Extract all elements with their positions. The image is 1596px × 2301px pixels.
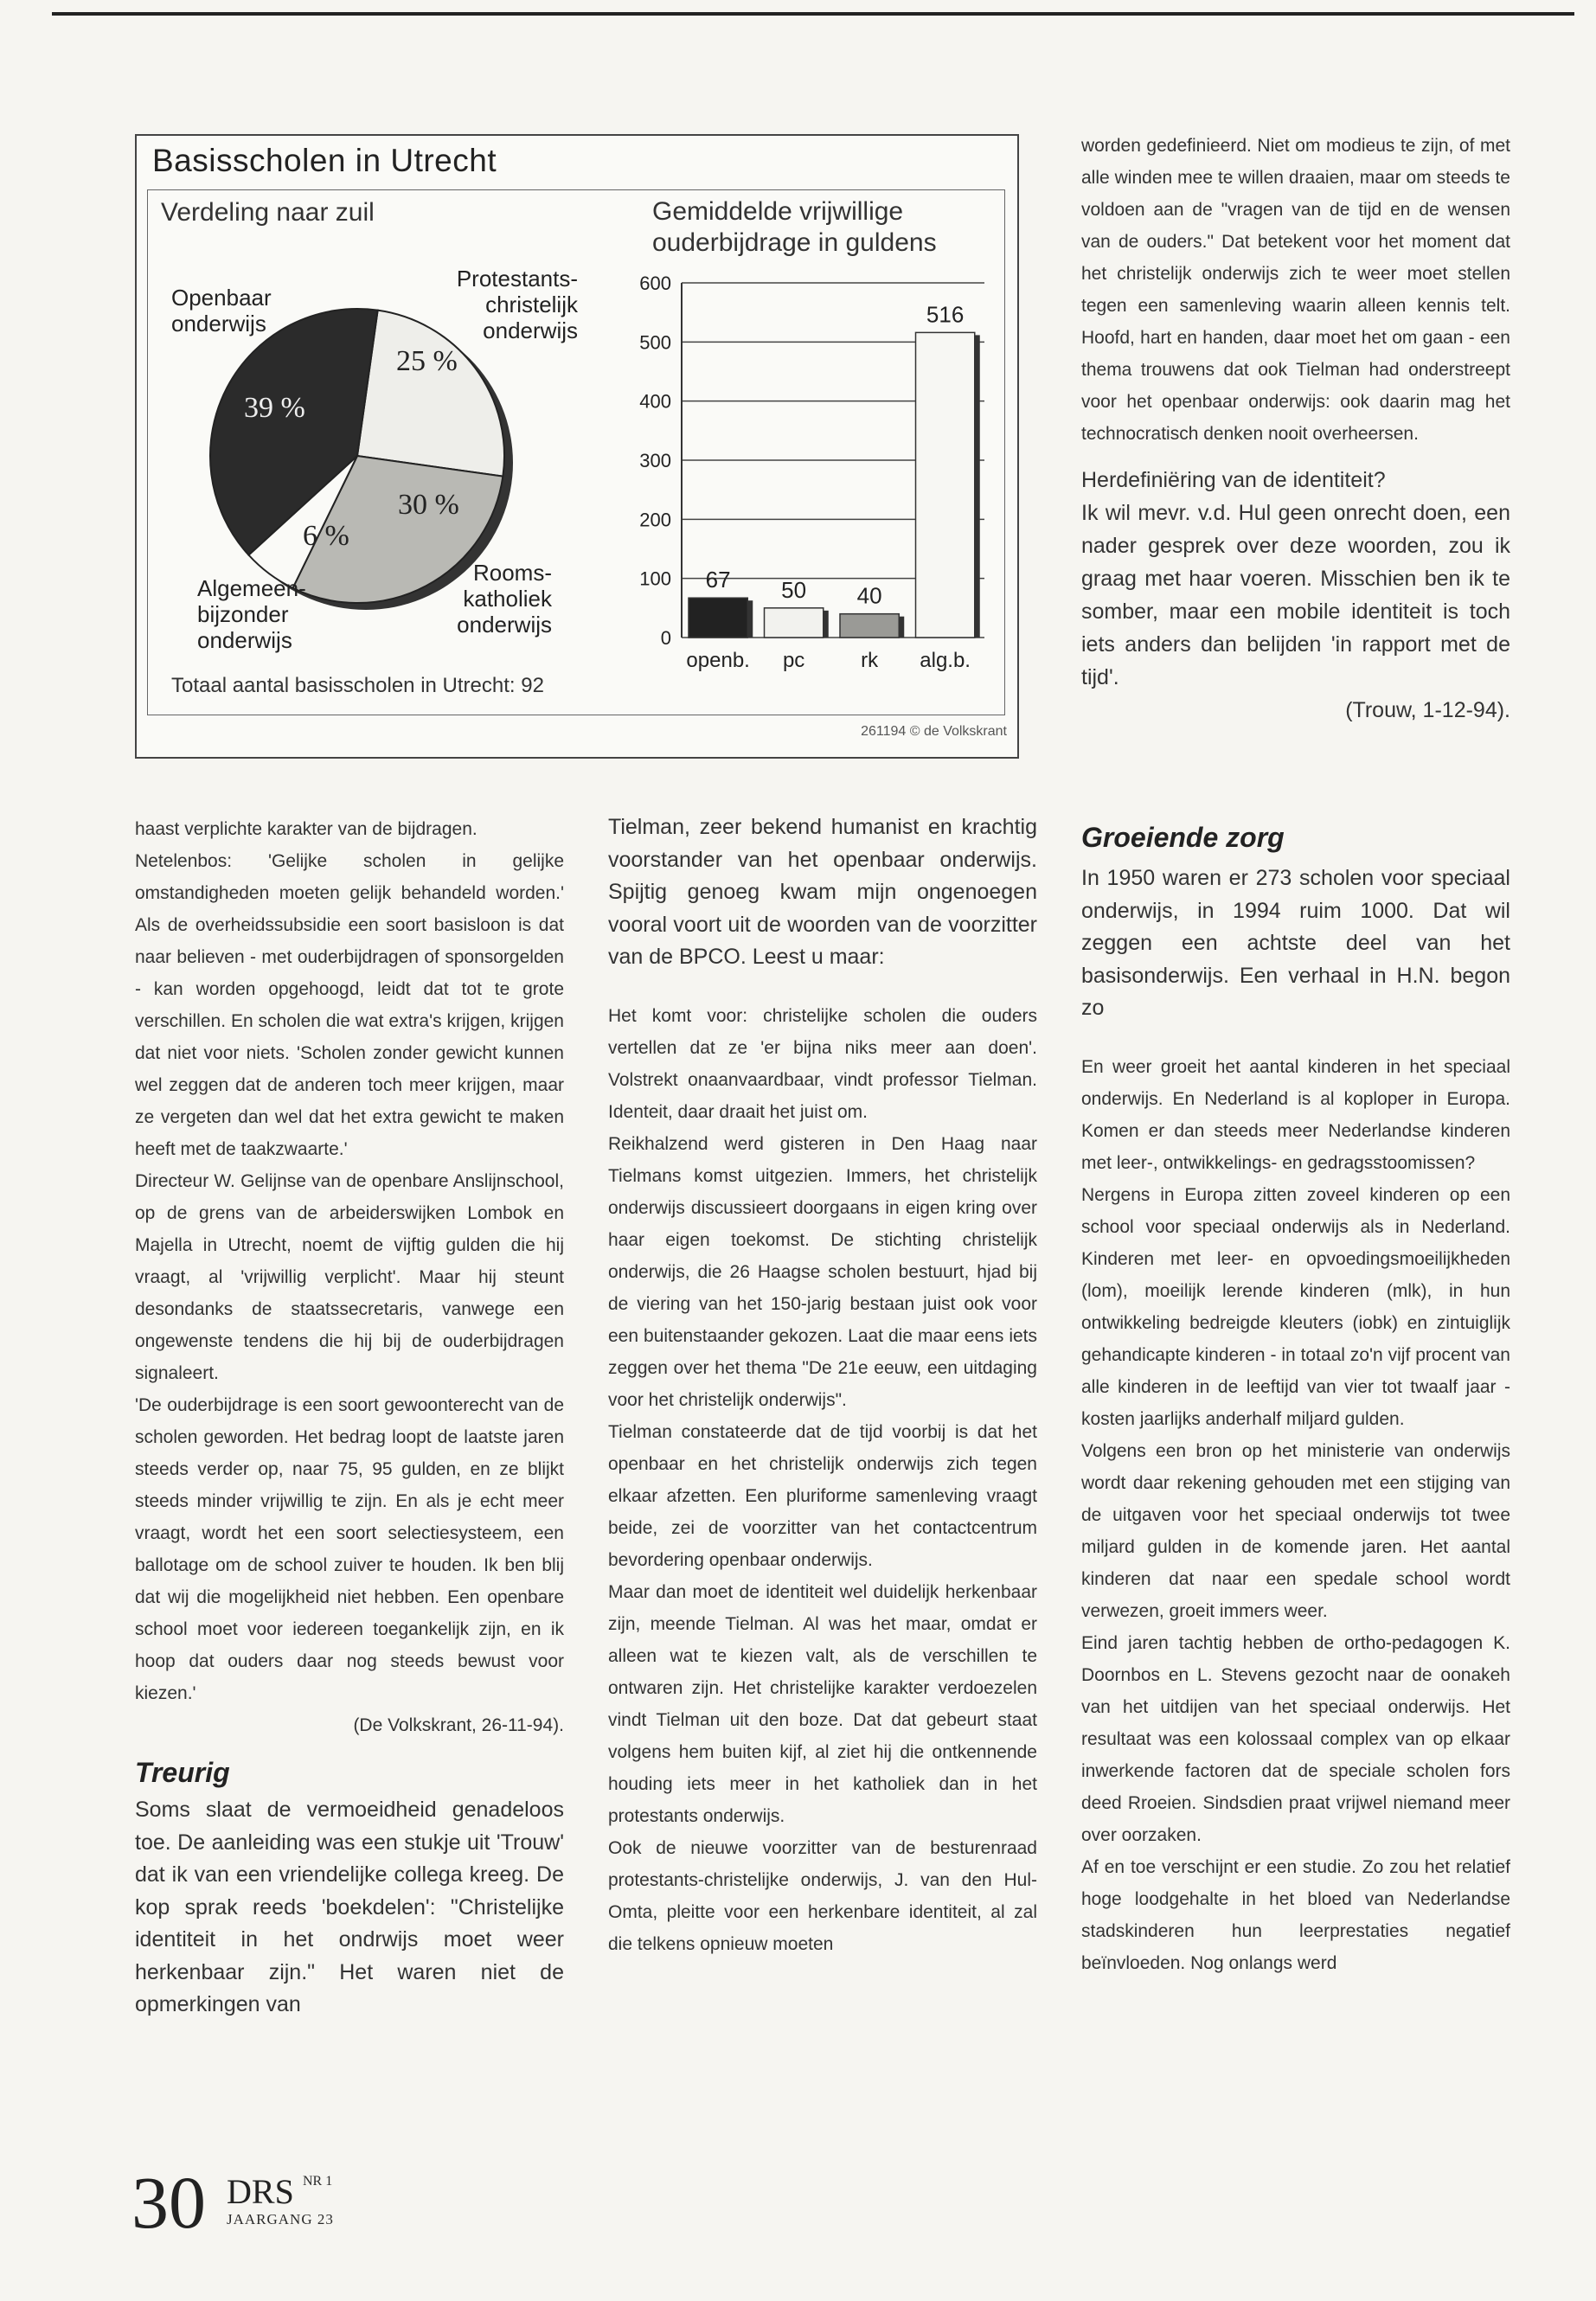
- col1: [135, 813, 564, 2022]
- pie-label-ab: [197, 575, 306, 653]
- col2-p3: Reikhalzend werd gisteren in Den Haag naar Tielmans komst uitgezien. Immers, het christelijk onderwijs discussieert doorgaans in eigen kring over haar eigen toekomst. De stichting christelijk onderwijs, die 26 Haagse scholen bestuurt, hjad bij de viering van het 150-jarig bestaan juist ook voor een buitenstaander gekozen. Laat die maar eens iets zeggen over het thema "De 21e eeuw, een uitdaging voor het christelijk onderwijs".: [608, 1133, 1037, 1410]
- pie-label-openbaar-line2: onderwijs: [171, 311, 266, 336]
- bar-openb: [689, 598, 747, 638]
- pie-label-openbaar: [171, 285, 272, 336]
- col2-p6: Ook de nieuwe voorzitter van de besturenraad protestants-christelijke onderwijs, J. van den Hul-Omta, pleitte voor een herkenbare identiteit, al zal die telkens opnieuw moeten: [608, 1837, 1037, 1954]
- col1-p4: 'De ouderbijdrage is een soort gewoonterecht van de scholen geworden. Het bedrag loopt de laatste jaren steeds verder op, naar 75, 95 gulden, en ze blijkt steeds minder vrijwillig te zijn. En als je echt meer vraagt, wordt het een soort selectiesysteem, een ballotage om de school zuiver te houden. Ik ben blij dat wij die mogelijkheid niet hebben. Een openbare school moet voor iedereen toegankelijk zijn, en ik hoop dat ouders daar nog steeds bewust voor kiezen.': [135, 1395, 564, 1703]
- col3-p5: Eind jaren tachtig hebben de ortho-pedagogen K. Doornbos en L. Stevens gezocht naar de oonakeh van het uitdijen van het speciaal onderwijs. Het resultaat was een kolossaal complex van op elkaar inwerkende factoren dat de speciale scholen fors deed Rroeien. Sindsdien praat vrijwel niemand meer over oorzaken.: [1081, 1632, 1510, 1845]
- bar-subtitle-line1: Gemiddelde vrijwillige: [652, 197, 904, 226]
- pie-total: Totaal aantal basisscholen in Utrecht: 92: [171, 674, 544, 697]
- pie-label-pc-line3: onderwijs: [483, 317, 578, 343]
- col1-p5: Soms slaat de vermoeidheid genadeloos toe. De aanleiding was een stukje uit 'Trouw' dat ik van een vriendelijke collega kreeg. De kop sprak reeds 'boekdelen': "Christelijke identiteit in het ondrwijs moet weer herkenbaar zijn." Het waren niet de opmerkingen van: [135, 1798, 564, 2016]
- pie-label-openbaar-line1: Openbaar: [171, 285, 272, 311]
- bar-ytick-label: 100: [639, 567, 671, 590]
- col2-p2: Het komt voor: christelijke scholen die ouders vertellen dat ze 'er bijna niks meer aan doen'. Volstrekt onaanvaardbaar, vindt professor Tielman. Identeit, daar draait het juist om.: [608, 1005, 1037, 1122]
- pie-subtitle: Verdeling naar zuil: [161, 198, 375, 227]
- bar-value-label: 516: [926, 301, 965, 328]
- bar-ytick-label: 0: [660, 627, 671, 649]
- col1-p3: Directeur W. Gelijnse van de openbare Anslijnschool, op de grens van de arbeiderswijken Lombok en Majella in Utrecht, noemt de vijftig gulden die hij vraagt, al 'vrijwillig verplicht'. Maar hij steunt desondanks de staatssecretaris, vanwege een ongewenste tendens die hij bij de ouderbijdragen signaleert.: [135, 1171, 564, 1383]
- pie-label-ab-line3: onderwijs: [197, 627, 292, 653]
- col1-p2: Netelenbos: 'Gelijke scholen in gelijke omstandigheden moeten gelijk behandeld worden.' Als de overheidssubsidie een soort basisloon is dat naar believen - met ouderbijdragen of sponsorgelden - kan worden opgehoogd, leidt dat tot te grote verschillen. En scholen die wat extra's krijgen, krijgen dat niet voor niets. 'Scholen zonder gewicht kunnen wel zeggen dat de anderen toch meer krijgen, maar ze vergeten dan wel dat het extra gewicht te maken heeft met de taakzwaarte.': [135, 851, 564, 1159]
- bar-value-label: 67: [705, 567, 731, 593]
- col2-p5: Maar dan moet de identiteit wel duidelijk herkenbaar zijn, meende Tielman. Al was het maar, omdat er alleen wat te kiezen valt, als de verschillen te ontwaren zijn. Het christelijke karakter verdoezelen vindt Tielman uit den boze. Dat dat gebeurt staat volgens hem buiten kijf, al ziet hij die ontkennende houding iets meer in het katholiek dan in het protestants onderwijs.: [608, 1581, 1037, 1826]
- col2-p4: Tielman constateerde dat de tijd voorbij is dat het openbaar en het christelijk onderwijs zich tegen elkaar afzetten. Een pluriforme samenleving vraagt beide, zei de voorzitter van het contactcentrum bevordering openbaar onderwijs.: [608, 1421, 1037, 1570]
- magazine-name: DRS: [227, 2172, 294, 2211]
- page-number: 30: [131, 2161, 206, 2244]
- col3-p3: Nergens in Europa zitten zoveel kinderen op een school voor speciaal onderwijs als in Nederland. Kinderen met leer- en opvoedingsmoeilijkheden (lom), moeilijk lerende kinderen (mlk), in hun ontwikkeling bedreigde kleuters (iobk) en zintuiglijk gehandicapte kinderen - in totaal zo'n vijf procent van alle kinderen in de leeftijd van vier tot twaalf jaar - kosten jaarlijks anderhalf miljard gulden.: [1081, 1184, 1510, 1429]
- bar-ytick-label: 400: [639, 390, 671, 413]
- pie-label-rk-line1: Rooms-: [472, 560, 552, 586]
- volume: JAARGANG 23: [227, 2211, 334, 2227]
- pie-pct-rk: 30 %: [398, 489, 459, 521]
- col3-p2: En weer groeit het aantal kinderen in het speciaal onderwijs. En Nederland is al koploper in Europa. Komen er dan steeds meer Nederlandse kinderen met leer-, ontwikkelings- en gedragsstoomissen?: [1081, 1056, 1510, 1173]
- bar-value-label: 50: [781, 576, 807, 603]
- col1-p1: haast verplichte karakter van de bijdragen.: [135, 819, 478, 839]
- col2-p1: Tielman, zeer bekend humanist en krachtig voorstander van het openbaar onderwijs. Spijtig genoeg kwam mijn ongenoegen vooral voort uit de woorden van de voorzitter van de BPCO. Leest u maar:: [608, 815, 1037, 969]
- bar-subtitle-line2: ouderbijdrage in guldens: [652, 228, 937, 257]
- col3: [1081, 822, 1510, 1979]
- bar-ytick-label: 200: [639, 509, 671, 531]
- bar-ytick-label: 500: [639, 331, 671, 354]
- pie-label-rk-line3: onderwijs: [457, 612, 552, 638]
- bar-rk: [840, 614, 899, 638]
- pie-label-pc: [439, 266, 578, 343]
- bar-pc: [765, 608, 824, 638]
- bar-category-label: rk: [861, 649, 879, 672]
- pie-pct-openbaar: 39 %: [244, 392, 305, 424]
- bar-category-label: alg.b.: [920, 649, 971, 672]
- pie-label-rk-line2: katholiek: [463, 586, 552, 612]
- bar-ytick-label: 300: [639, 450, 671, 471]
- col3-top-p3: Ik wil mevr. v.d. Hul geen onrecht doen, een nader gesprek over deze woorden, zou ik graag met haar voeren. Misschien ben ik te somber, maar een mobile identiteit is toch iets anders dan belijden 'in rapport met de tijd'.: [1081, 501, 1510, 689]
- top-rule: [52, 12, 1574, 16]
- bar-category-label: openb.: [686, 649, 750, 672]
- col3-p1: In 1950 waren er 273 scholen voor speciaal onderwijs, in 1994 ruim 1000. Dat wil zeggen een achtste deel van het basisonderwijs. Een verhaal in H.N. begon zo: [1081, 866, 1510, 1020]
- pie-label-rk: [431, 560, 552, 638]
- col2: [608, 811, 1037, 1960]
- figure-credit: 261194 © de Volkskrant: [861, 724, 1007, 739]
- figure-basisscholen: [135, 134, 1019, 759]
- bar-value-label: 40: [856, 582, 882, 609]
- col1-source: (De Volkskrant, 26-11-94).: [353, 1715, 564, 1735]
- col3-top: [1081, 130, 1510, 727]
- col3-top-p1: worden gedefinieerd. Niet om modieus te zijn, of met alle winden mee te willen draaien, maar om steeds te voldoen aan de "vragen van de tijd en de wensen van de ouders." Dat betekent voor het moment dat het christelijk onderwijs zich te weer moet stellen tegen een samenleving waarin alleen kennis telt. Hoofd, hart en handen, daar moet het om gaan - een thema trouwens dat ook Tielman had onderstreept voor het openbaar onderwijs: ook daarin mag het technocratisch denken nooit overheersen.: [1081, 136, 1510, 444]
- col3-top-p2: Herdefiniëring van de identiteit?: [1081, 468, 1386, 492]
- figure-title: Basisscholen in Utrecht: [152, 143, 497, 178]
- issue-number: NR 1: [303, 2174, 333, 2189]
- col3-heading: Groeiende zorg: [1081, 822, 1285, 853]
- bar-algb: [916, 332, 975, 638]
- pie-pct-pc: 25 %: [396, 345, 458, 377]
- pie-label-pc-line1: Protestants-: [456, 266, 578, 292]
- col3-top-source: (Trouw, 1-12-94).: [1345, 698, 1510, 722]
- bar-chart: [604, 266, 1002, 707]
- col3-p4: Volgens een bron op het ministerie van onderwijs wordt daar rekening gehouden met een stijging van de uitgaven voor het speciaal onderwijs tot twee miljard gulden in de komende jaren. Het aantal kinderen dat naar een spedale school wordt verwezen, groeit immers weer.: [1081, 1440, 1510, 1621]
- col1-heading: Treurig: [135, 1757, 230, 1788]
- bar-subtitle: [652, 196, 937, 259]
- pie-pct-ab: 6 %: [303, 520, 349, 552]
- bar-category-label: pc: [782, 649, 805, 672]
- pie-label-ab-line1: Algemeen-: [197, 575, 306, 601]
- pie-label-pc-line2: christelijk: [485, 292, 578, 317]
- pie-label-ab-line2: bijzonder: [197, 601, 289, 627]
- col3-p6: Af en toe verschijnt er een studie. Zo zou het relatief hoge loodgehalte in het bloed van Nederlandse stadskinderen hun leerprestaties negatief beïnvloeden. Nog onlangs werd: [1081, 1856, 1510, 1973]
- bar-ytick-label: 600: [639, 272, 671, 294]
